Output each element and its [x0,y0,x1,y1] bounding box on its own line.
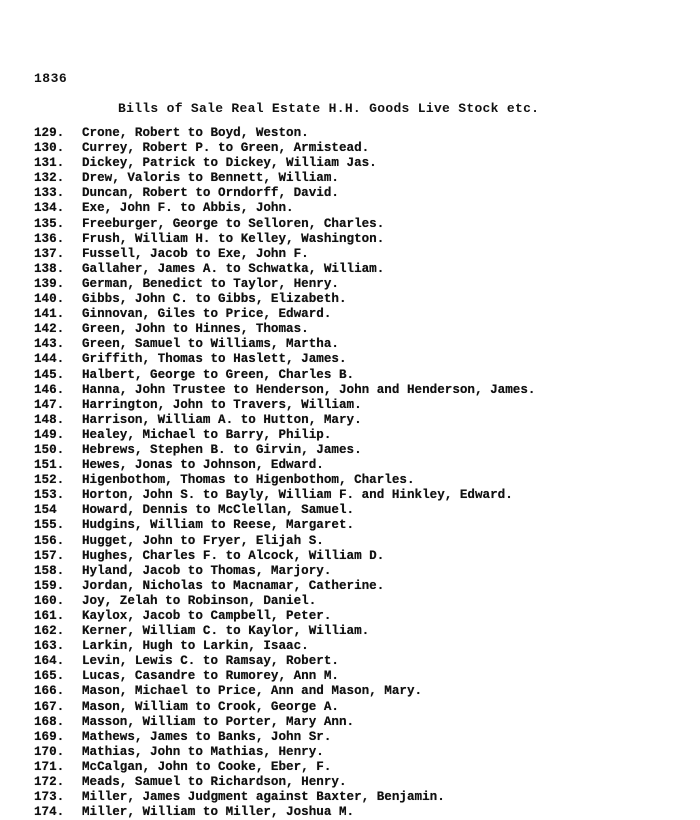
entry-number: 152. [34,473,65,488]
entry-text: Hugget, John to Fryer, Elijah S. [82,533,324,548]
list-item [34,624,535,639]
entry-number: 153. [34,488,65,503]
entry-text: McCalgan, John to Cooke, Eber, F. [82,759,332,774]
list-item [34,156,535,171]
page-heading: Bills of Sale Real Estate H.H. Goods Live Stock etc. [118,101,540,116]
entry-number: 162. [34,624,65,639]
list-item [34,518,535,533]
list-item [34,262,535,277]
entry-number: 130. [34,141,65,156]
list-item [34,201,535,216]
list-item [34,352,535,367]
entry-number: 139. [34,276,65,291]
entry-number: 155. [34,518,65,533]
entry-text: Larkin, Hugh to Larkin, Isaac. [82,639,309,654]
entry-number: 141. [34,307,65,322]
list-item [34,473,535,488]
entry-number: 174. [34,805,65,820]
entry-text: Griffith, Thomas to Haslett, James. [82,352,347,367]
entry-text: Mathews, James to Banks, John Sr. [82,729,332,744]
entry-number: 143. [34,337,65,352]
list-item [34,171,535,186]
list-item [34,247,535,262]
entry-number: 160. [34,593,65,608]
list-item [34,579,535,594]
entry-text: Gibbs, John C. to Gibbs, Elizabeth. [82,292,347,307]
entry-text: Gallaher, James A. to Schwatka, William. [82,261,385,276]
entry-text: Exe, John F. to Abbis, John. [82,201,294,216]
entry-number: 137. [34,246,65,261]
list-item [34,292,535,307]
entry-number: 147. [34,397,65,412]
list-item [34,141,535,156]
entry-number: 168. [34,714,65,729]
entry-text: Howard, Dennis to McClellan, Samuel. [82,503,355,518]
list-item [34,639,535,654]
entry-number: 149. [34,427,65,442]
list-item [34,805,535,820]
entry-text: Hughes, Charles F. to Alcock, William D. [82,548,385,563]
entry-number: 142. [34,322,65,337]
list-item [34,428,535,443]
entry-text: Frush, William H. to Kelley, Washington. [82,231,385,246]
entry-text: Hudgins, William to Reese, Margaret. [82,518,355,533]
entry-text: Levin, Lewis C. to Ramsay, Robert. [82,654,339,669]
entry-number: 135. [34,216,65,231]
entry-number: 167. [34,699,65,714]
list-item [34,232,535,247]
entry-text: Crone, Robert to Boyd, Weston. [82,126,309,140]
entry-text: Hyland, Jacob to Thomas, Marjory. [82,563,332,578]
entry-number: 148. [34,412,65,427]
entry-text: Duncan, Robert to Orndorff, David. [82,186,339,201]
entry-number: 133. [34,186,65,201]
entry-number: 169. [34,729,65,744]
entry-text: Fussell, Jacob to Exe, John F. [82,246,309,261]
entry-number: 132. [34,171,65,186]
entry-number: 131. [34,156,65,171]
entry-text: Hewes, Jonas to Johnson, Edward. [82,458,324,473]
page-year: 1836 [34,71,68,86]
list-item [34,609,535,624]
list-item [34,745,535,760]
entry-text: Jordan, Nicholas to Macnamar, Catherine. [82,578,385,593]
entry-text: Drew, Valoris to Bennett, William. [82,171,339,186]
list-item [34,277,535,292]
entry-text: Mason, William to Crook, George A. [82,699,339,714]
entry-text: Green, John to Hinnes, Thomas. [82,322,309,337]
entry-text: German, Benedict to Taylor, Henry. [82,276,339,291]
entry-text: Harrington, John to Travers, William. [82,397,362,412]
entry-number: 165. [34,669,65,684]
list-item [34,322,535,337]
list-item [34,684,535,699]
entry-number: 164. [34,654,65,669]
entry-text: Meads, Samuel to Richardson, Henry. [82,775,347,790]
list-item [34,790,535,805]
list-item [34,413,535,428]
list-item [34,126,535,141]
entry-text: Freeburger, George to Selloren, Charles. [82,216,385,231]
list-item [34,669,535,684]
entry-text: Miller, James Judgment against Baxter, Benjamin. [82,790,445,805]
list-item [34,186,535,201]
entry-text: Miller, William to Miller, Joshua M. [82,805,355,820]
list-item [34,307,535,322]
entry-text: Green, Samuel to Williams, Martha. [82,337,339,352]
entry-number: 151. [34,458,65,473]
list-item [34,700,535,715]
entry-number: 129. [34,126,65,140]
entry-text: Horton, John S. to Bayly, William F. and Hinkley, Edward. [82,488,513,503]
entry-number: 136. [34,231,65,246]
entry-number: 172. [34,775,65,790]
entry-number: 170. [34,744,65,759]
entry-number: 159. [34,578,65,593]
entry-text: Mathias, John to Mathias, Henry. [82,744,324,759]
entry-number: 144. [34,352,65,367]
entry-number: 158. [34,563,65,578]
entry-text: Joy, Zelah to Robinson, Daniel. [82,593,317,608]
list-item [34,534,535,549]
list-item [34,760,535,775]
list-item [34,383,535,398]
entry-text: Lucas, Casandre to Rumorey, Ann M. [82,669,339,684]
entry-number: 173. [34,790,65,805]
entry-number: 166. [34,684,65,699]
entry-number: 157. [34,548,65,563]
list-item [34,715,535,730]
list-item [34,398,535,413]
entry-number: 150. [34,442,65,457]
entry-text: Higenbothom, Thomas to Higenbothom, Charles. [82,473,415,488]
list-item [34,654,535,669]
entry-text: Healey, Michael to Barry, Philip. [82,427,332,442]
entry-number: 156. [34,533,65,548]
entry-text: Masson, William to Porter, Mary Ann. [82,714,355,729]
list-item [34,368,535,383]
list-item [34,458,535,473]
list-item [34,337,535,352]
entry-number: 154 [34,503,57,518]
entry-text: Hebrews, Stephen B. to Girvin, James. [82,442,362,457]
entry-number: 140. [34,292,65,307]
entry-text: Ginnovan, Giles to Price, Edward. [82,307,332,322]
list-item [34,217,535,232]
list-item [34,503,535,518]
entry-text: Harrison, William A. to Hutton, Mary. [82,412,362,427]
list-item [34,488,535,503]
entry-number: 138. [34,261,65,276]
list-item [34,549,535,564]
entry-text: Currey, Robert P. to Green, Armistead. [82,141,370,156]
list-item [34,564,535,579]
entry-list [34,126,535,820]
entry-text: Kaylox, Jacob to Campbell, Peter. [82,609,332,623]
list-item [34,594,535,609]
list-item [34,443,535,458]
entry-text: Mason, Michael to Price, Ann and Mason, Mary. [82,684,423,699]
entry-text: Hanna, John Trustee to Henderson, John and Henderson, James. [82,382,536,397]
entry-number: 171. [34,759,65,774]
entry-number: 161. [34,609,65,623]
list-item [34,775,535,790]
entry-text: Dickey, Patrick to Dickey, William Jas. [82,156,377,171]
entry-number: 163. [34,639,65,654]
entry-number: 134. [34,201,65,216]
entry-number: 145. [34,367,65,382]
entry-number: 146. [34,382,65,397]
entry-text: Kerner, William C. to Kaylor, William. [82,624,370,639]
entry-text: Halbert, George to Green, Charles B. [82,367,355,382]
list-item [34,730,535,745]
